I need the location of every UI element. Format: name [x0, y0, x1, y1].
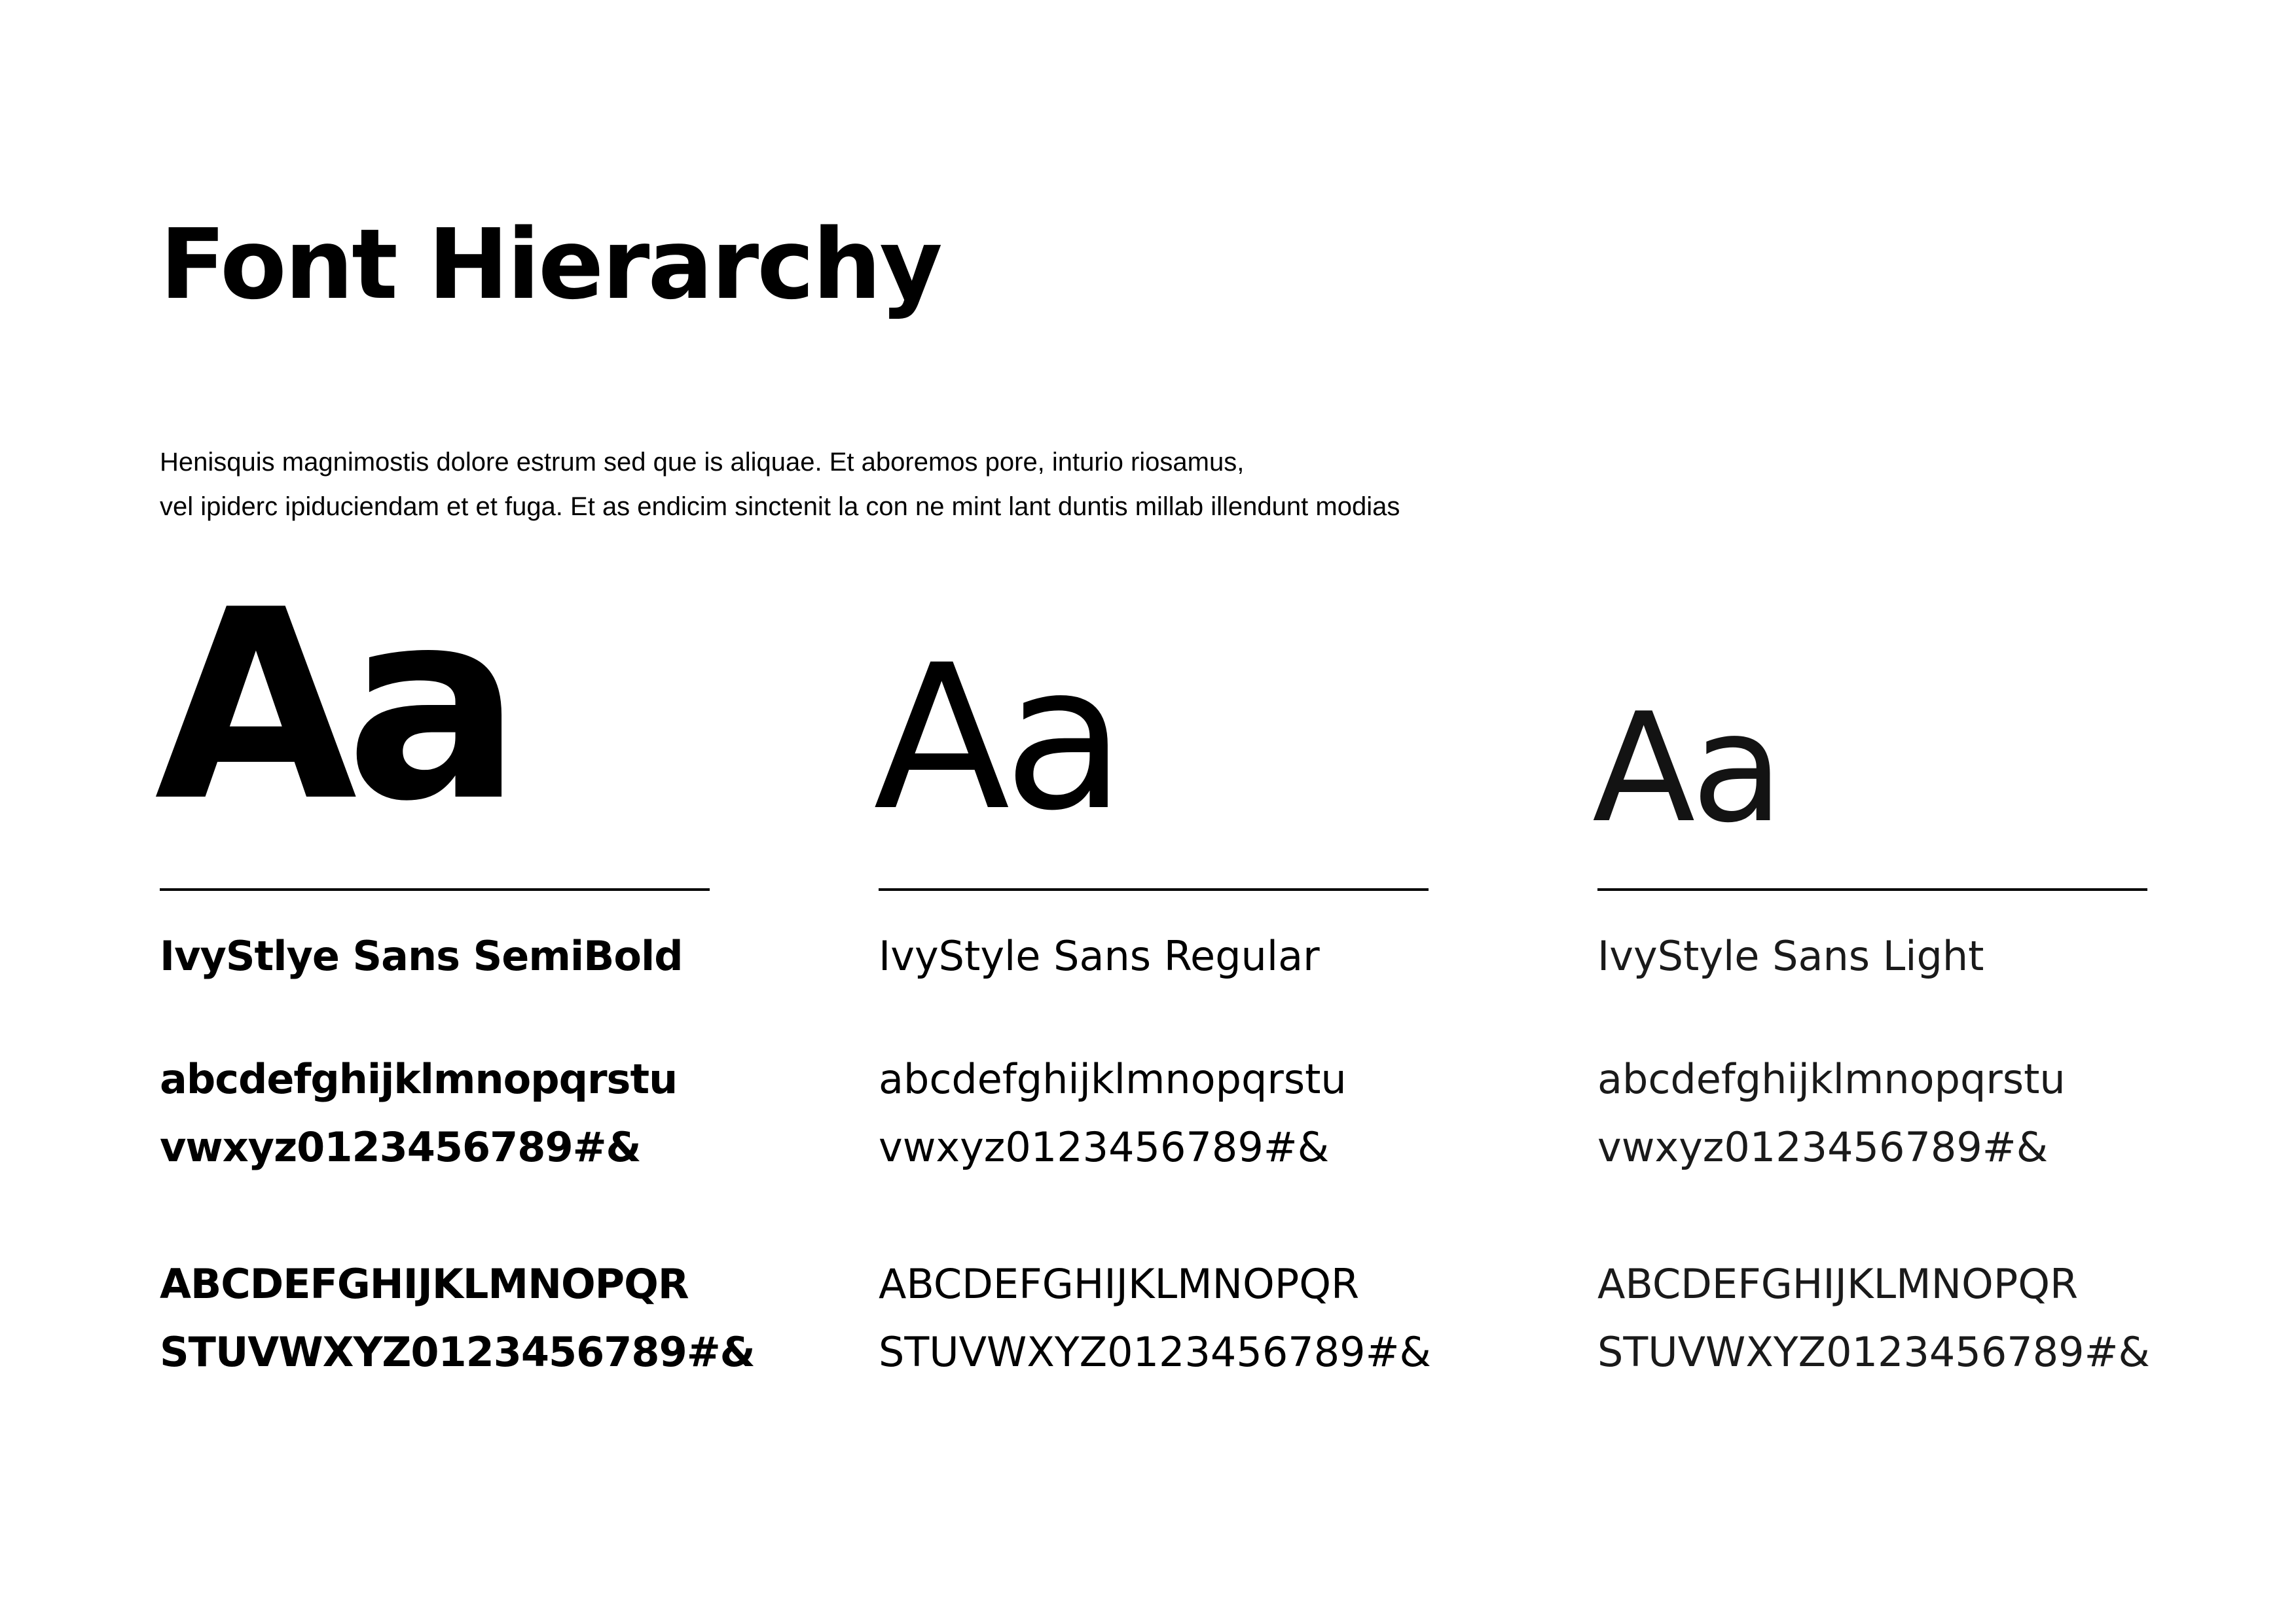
uppercase-glyph-set	[879, 1250, 1431, 1386]
font-column-regular	[873, 576, 1431, 1427]
divider	[1597, 888, 2147, 891]
page-title: Font Hierarchy	[160, 208, 941, 321]
glyph-line: ABCDEFGHIJKLMNOPQR	[160, 1260, 689, 1308]
intro-line: Henisquis magnimostis dolore estrum sed que is aliquae. Et aboremos pore, inturio riosamus,	[160, 448, 1245, 477]
glyph-line: STUVWXYZ0123456789#&	[160, 1328, 755, 1376]
glyph-line: STUVWXYZ0123456789#&	[1597, 1328, 2150, 1376]
glyph-line: vwxyz0123456789#&	[879, 1123, 1330, 1171]
type-sample-regular: Aa	[873, 622, 1120, 854]
lowercase-glyph-set	[879, 1045, 1347, 1182]
font-column-light	[1592, 576, 2150, 1427]
weight-name-semibold: IvyStlye Sans SemiBold	[160, 932, 683, 980]
glyph-line: abcdefghijklmnopqrstu	[879, 1055, 1347, 1103]
weight-name-regular: IvyStyle Sans Regular	[879, 932, 1320, 980]
glyph-line: STUVWXYZ0123456789#&	[879, 1328, 1431, 1376]
weight-name-light: IvyStyle Sans Light	[1597, 932, 1984, 980]
glyph-line: ABCDEFGHIJKLMNOPQR	[1597, 1260, 2079, 1308]
glyph-line: ABCDEFGHIJKLMNOPQR	[879, 1260, 1360, 1308]
uppercase-glyph-set	[1597, 1250, 2150, 1386]
intro-line: vel ipiderc ipiduciendam et et fuga. Et as endicim sinctenit la con ne mint lant duntis millab illendunt modias	[160, 492, 1400, 521]
type-sample-semibold: Aa	[155, 554, 511, 859]
type-sample-light: Aa	[1592, 681, 1780, 856]
glyph-line: vwxyz0123456789#&	[160, 1123, 641, 1171]
glyph-line: abcdefghijklmnopqrstu	[1597, 1055, 2066, 1103]
glyph-line: vwxyz0123456789#&	[1597, 1123, 2049, 1171]
glyph-line: abcdefghijklmnopqrstu	[160, 1055, 678, 1103]
lowercase-glyph-set	[1597, 1045, 2066, 1182]
divider	[879, 888, 1429, 891]
font-column-semibold	[155, 554, 755, 1427]
uppercase-glyph-set	[160, 1250, 755, 1386]
intro-paragraph	[160, 440, 1400, 529]
lowercase-glyph-set	[160, 1045, 677, 1182]
divider	[160, 888, 710, 891]
